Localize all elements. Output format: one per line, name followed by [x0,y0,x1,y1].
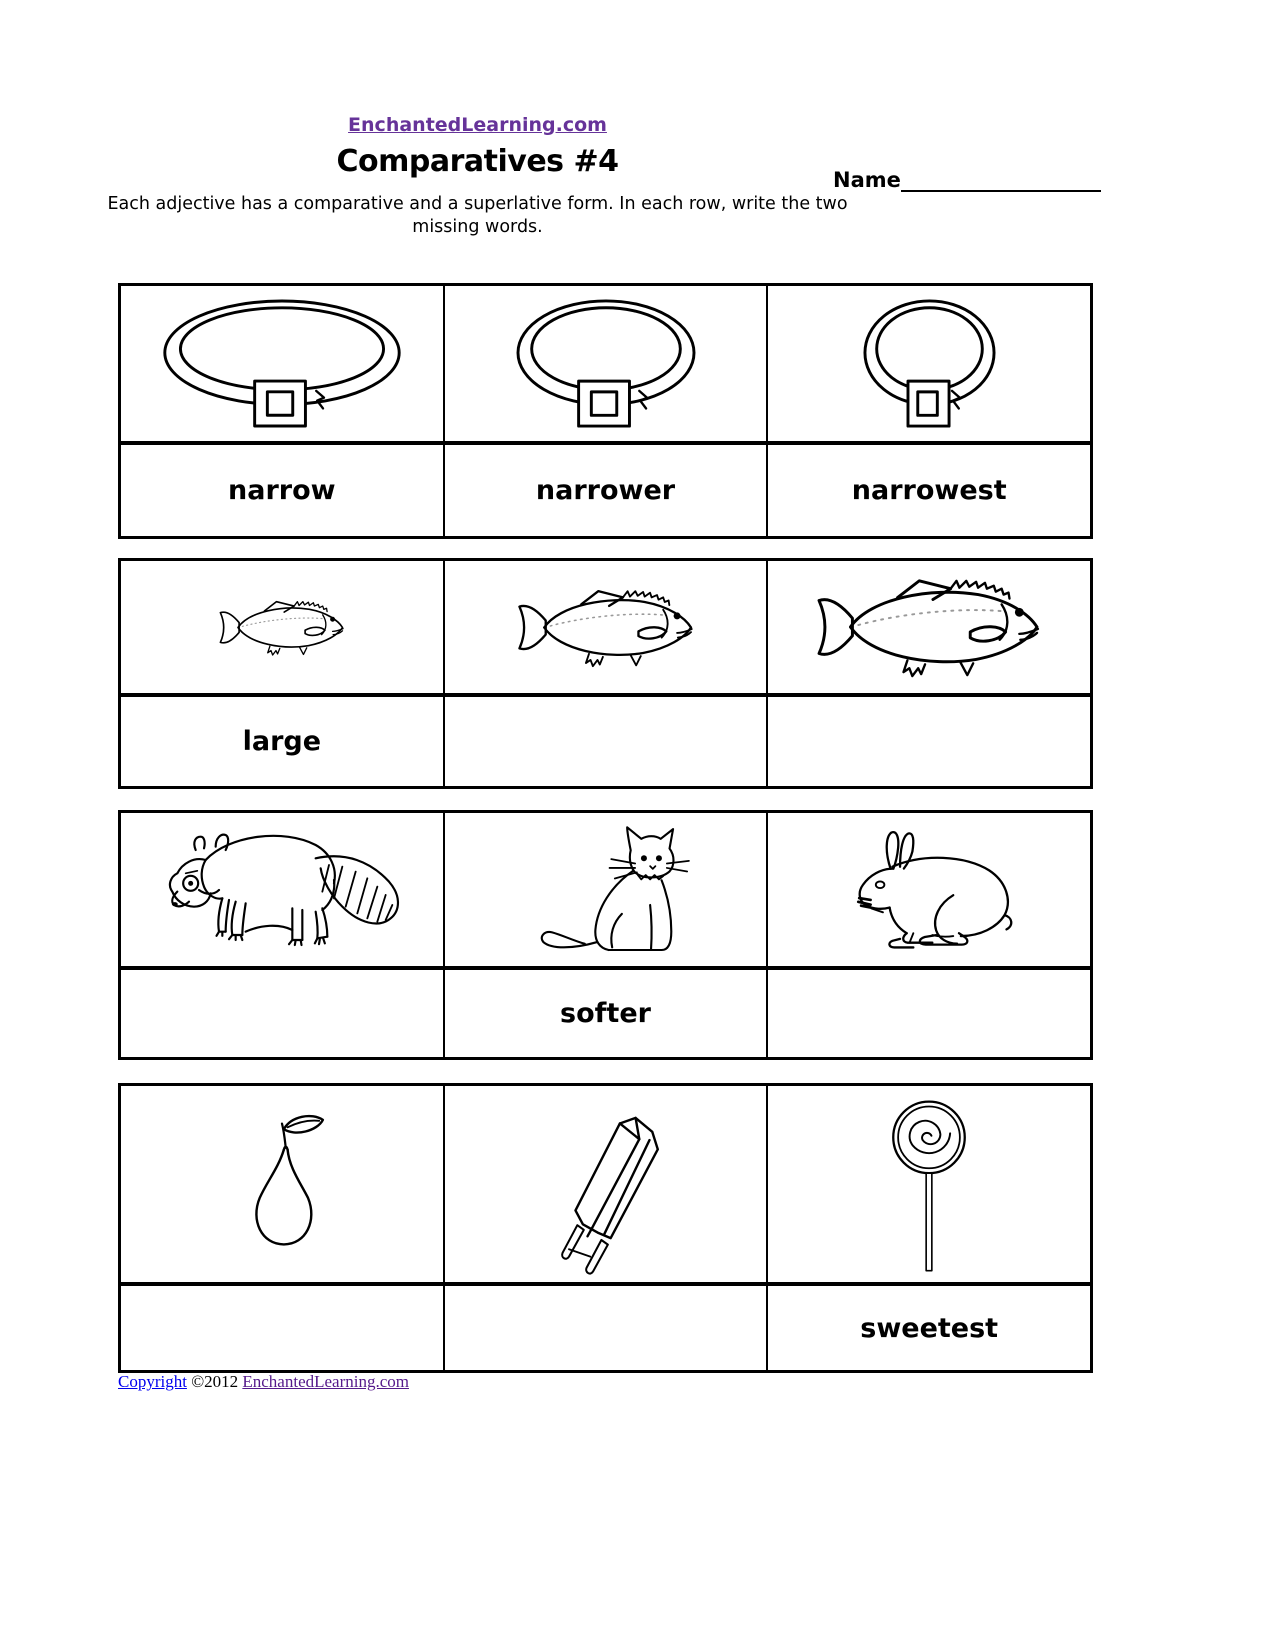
site-link[interactable]: EnchantedLearning.com [348,114,607,136]
copyright-link[interactable]: Copyright [118,1372,187,1391]
name-blank-line [901,167,1101,192]
cat-image [511,815,701,965]
footer [118,1372,409,1392]
instructions-line-1: Each adjective has a comparative and a superlative form. In each row, write the two [107,194,848,214]
header [0,114,955,136]
raccoon-image [139,815,424,965]
word-label: large [242,726,322,757]
name-field [833,167,1101,192]
wide-belt-image [157,297,407,430]
rabbit-image [827,823,1032,956]
worksheet-table-narrow [118,283,1093,539]
copyright-year-text: ©2012 [191,1372,239,1391]
worksheet-table-soft [118,810,1093,1060]
instructions [0,193,955,239]
small-fish-image [216,597,348,658]
word-label: narrower [535,475,676,506]
worksheet-table-sweet [118,1083,1093,1373]
narrower-belt-image [510,297,702,430]
lollipop-image [884,1087,974,1282]
footer-site-link[interactable]: EnchantedLearning.com [242,1372,409,1391]
page-title: Comparatives #4 [336,144,619,179]
popsicle-image [526,1092,686,1277]
name-label: Name [833,168,901,192]
instructions-line-2: missing words. [412,217,543,237]
word-label: narrowest [851,475,1007,506]
narrowest-belt-image [857,297,1002,430]
pear-image [226,1105,338,1263]
word-label: softer [560,998,651,1029]
larger-fish-image [513,585,699,670]
word-label: sweetest [860,1312,999,1344]
word-label: narrow [228,475,336,506]
largest-fish-image [811,573,1047,681]
worksheet-table-large [118,558,1093,789]
